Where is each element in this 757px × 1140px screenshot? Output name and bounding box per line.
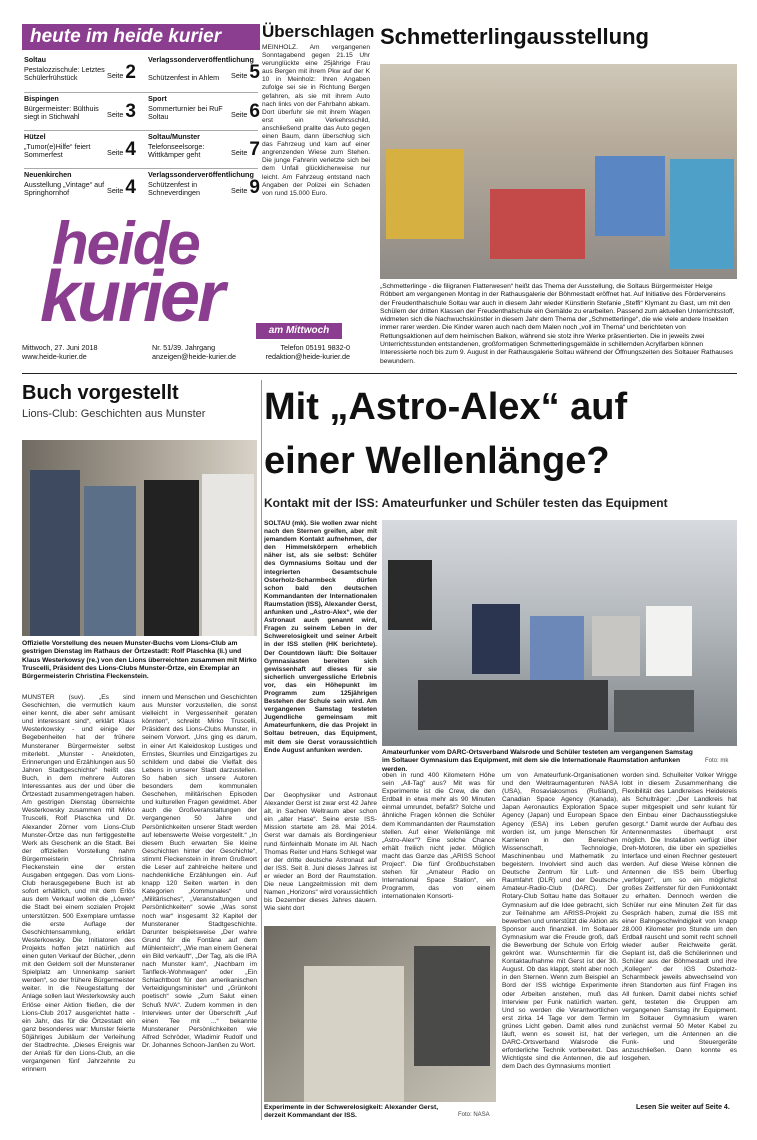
astro-photo-radio — [382, 520, 737, 746]
astro-caption-top: Amateurfunker vom DARC-Ortsverband Walsrode und Schüler testeten am vergangenen Samstag im Soltauer Gymnasium das Equipment, mit dem sie die Internationale Raumstation anfunken werden. — [382, 749, 693, 773]
masthead-issue: Nr. 51/39. Jahrgang anzeigen@heide-kurier.de — [152, 343, 237, 361]
astro-col3: oben in rund 400 Kilometern Höhe sein „All-Tag“ aus? Mit was für Experimente ist die Crew, die den Erdball in etwa mehr als 90 Minuten einmal umrundet, befaßt? Solche und ähnliche Fragen können die Schüler dem Kommandanten der Raumstation stellen. Auf einer Wellenlänge mit „Astro-Alex“? Eine solche Chance erhält freilich nicht jeder. Möglich macht das Ganze das „ARISS School Project“. Die fünf Großbuchstaben stehen für „Amateur Radio on International Space Station“, ein Programm, das von einem internationalen Konsorti- — [382, 772, 495, 901]
section-divider — [22, 373, 737, 374]
butterfly-painting — [386, 149, 464, 239]
station-panel — [414, 946, 490, 1066]
schmetterling-caption: „Schmetterlinge - die filigranen Flatterwesen“ heißt das Thema der Ausstellung, die Soltaus Bürgermeister Helge Röbbert am vergangenen Montag in der Rathausgalerie der Böhmestadt eröffnet hat. Auf Initiative des Fördervereins der Freudenthalschule Soltau war auch in diesem Jahr wieder Künstlerin Stefanie „Steffi“ Klymant zu Gast, um mit den Schülern der dritten Klassen der Freudenthalschule ein Gemälde zu erarbeiten. Passend zum aktuellen Unterrichtsstoff, widmeten sich die Nachwuchskünstler in diesem Jahr dem Thema der „Schmetterlinge“, die wie viele andere Insekten immer rarer werden. Die Kinder waren auch nach dem Malen noch „voll im Thema“ und berichteten von Rettungsaktionen auf dem heimischen Balkon, während sie stolz ihre Werke präsentierten. Die in jeweils zwei Unterrichtsstunden entstandenen, großformatigen Schmetterlingsgemälde in schillernden Acrylfarben können Interessierte noch bis zum 9. August in der Rathausgalerie Soltau während der Öffnungszeiten des Soltauer Rathauses bewundern. — [380, 283, 735, 365]
butterfly-painting — [595, 156, 665, 236]
astro-photo-iss — [264, 926, 496, 1102]
buch-col2: innern und Menschen und Geschichten aus Munster vorzustellen, die sonst vielleicht in Vergessenheit geraten könnten“, schreibt Mirko Truscelli, Präsident des Lions-Clubs Munster, in seinem Vorwort. „Uns ging es darum, in einer Art Kaleidoskop Lustiges und Ernstes, Skurriles und Einzigartiges zu schildern und dabei die Vielfalt des Lebens in unserer Stadt darzustellen. So haben sich unsere Autoren besonders dem kommunalen Geschehen, militärischen Episoden und kulturellen Fragen gewidmet. Aber auch die Großveranstaltungen der vergangenen 50 Jahre und Persönlichkeiten unserer Stadt werden auf lebenswerte Weise vorgestellt.“ „In diesem Buch erwarten Sie kleine Geschichten hinter der Geschichte“, stimmt Fleckenstein in ihrem Grußwort die Leser auf zahlreiche heitere und nachdenkliche Erzählungen ein. Auf knapp 120 Seiten warten in den Kategorien „Kommunales“ und „Militärisches“, „Veranstaltungen und Persönlichkeiten“ sowie „Was sonst noch war“ insgesamt 32 Kapitel der Munsteraner Stadtgeschichte. Darunter beispielsweise „Der wahre Grund für die Fontäne auf dem Mühlenteich“, „Wie man einem General ein Bild verkauft“, „Der Tag, als die IRA nach Munster kam“, „Nachbarn im Tanfleck-Wohnwagen“ oder „Ein Schlachtboot für den amerikanischen Verteidigungsminister“ und „Grünkohl poetisch“ sowie „Zum Salut einen Schuß NVA“. Zudem kommen in den Interviews unter der Überschrift „Auf einen Tee mit ...“ bekannte Munsteraner Persönlichkeiten wie Alfred Schröder, Wladimir Rudolf und Dr. Johannes Schoon-Janßen zu Wort. — [142, 694, 257, 1050]
astronaut — [304, 966, 404, 1102]
logo-heide-text: heide — [52, 210, 199, 277]
buch-subtitle: Lions-Club: Geschichten aus Munster — [22, 408, 206, 420]
person — [30, 470, 80, 636]
astro-col4: um von Amateurfunk-Organisationen und den Weltraumagenturen NASA (USA), Rosaviakosmos (Rußland), Canadian Space Agency (Kanada), Japan Aeronautics Exploration Space Agency (Japan) und European Space Agency (ESA) ins Leben gerufen worden ist, um junge Menschen für Karrieren in den Bereichen Wissenschaft, Technologie, Maschinenbau und Mathematik zu begeistern. Involviert sind auch das Deutsche Zentrum für Luft- und Raumfahrt (DLR) und der Deutsche Amateur-Radio-Club (DARC). Der Rotary-Club Soltau hatte das Soltauer Gymnasium auf die Idee gebracht, sich zur Teilnahme am ARISS-Projekt zu bewerben und unterstützt die Aktion als Sponsor auch finanziell. Im Soltauer Gymnasium war die Freude groß, daß die Bewerbung der Schule von Erfolg gekrönt war. Wunschtermin für die Kontaktaufnahme mit Gerst ist der 30. August. Ob das klappt, steht aber noch in den Sternen. Wenn zum Beispiel an Bord der ISS wichtige Experimente oder Arbeiten anstehen, muß das Interview per Funk natürlich warten. Und so werden die Verantwortlichen erst zirka 14 Tage vor dem Termin grünes Licht geben. Damit alles rund läuft, wenn es soweit ist, hat der DARC-Ortsverband Walsrode die erforderliche Technik vorbereitet. Das Wichtigste sind die Antennen, die auf dem Dach des Gymnasiums montiert — [502, 772, 618, 1071]
laptop — [614, 690, 694, 732]
person — [388, 560, 432, 630]
index-item[interactable]: Verlagssonderveröffentlichung Schützenfest in Schneverdingen Seite 9 — [148, 170, 260, 199]
buch-caption: Offizielle Vorstellung des neuen Munster-Buchs vom Lions-Club am gestrigen Dienstag im Rathaus der Örtzestadt: Rolf Plaschka (li.) und Klaus Westerkowsy (re.) von den Lions überreichten zusammen mit Mirko Truscelli, Präsident des Lions-Clubs Munster-Örtze, ein Exemplar an Bürgermeisterin Christina Fleckenstein. — [22, 640, 257, 681]
person — [202, 474, 254, 636]
person — [144, 480, 199, 636]
column-divider — [261, 380, 262, 1120]
astro-continued: Lesen Sie weiter auf Seite 4. — [636, 1104, 730, 1111]
ueberschlagen-title: Überschlagen — [262, 22, 375, 41]
index-item[interactable]: Verlagssonderveröffentlichung Schützenfest in Ahlem Seite 5 — [148, 55, 260, 84]
index-item[interactable]: Bispingen Bürgermeister: Bülthuis siegt in Stichwahl Seite 3 — [24, 94, 136, 123]
logo-badge: am Mittwoch — [256, 323, 342, 339]
masthead-date: Mittwoch, 27. Juni 2018 www.heide-kurier.de — [22, 343, 98, 361]
ueberschlagen-text: MEINHOLZ. Am vergangenen Sonntagabend gegen 21.15 Uhr verunglückte eine 25jährige Frau aus Bergen mit ihrem Pkw auf der K 10 in Meinholz: Ihren Angaben zufolge sei sie in Richtung Bergen gefahren, als sie mit ihrem Auto nach links von der Fahrbahn abkam. Dort überfuhr sie mit ihrem Wagen erst ein Verkehrsschild, anschließend prallte das Auto gegen einen Baum, dann überschlug sich das Fahrzeug und kam auf einer angrenzenden Wiese zum Stehen. Die junge Fahrerin verletzte sich bei dem Unfall glücklicherweise nur leicht. Am Fahrzeug entstand nach Angaben der Polizei ein Schaden von rund 15.000 Euro. — [262, 44, 370, 197]
astro-subhead: Kontakt mit der ISS: Amateurfunker und Schüler testen das Equipment — [264, 496, 668, 510]
person — [530, 616, 584, 686]
index-item[interactable]: Soltau Pestalozzischule: Letztes Schülerfrühstück Seite 2 — [24, 55, 136, 84]
index-box — [22, 52, 260, 202]
buch-col1: MUNSTER (suv). „Es sind Geschichten, die vermutlich kaum einer kennt, die aber sehr amüsant und interessant sind“, erklärt Klaus Westerkowsky - und einige der Begebenheiten hat der frühere Munsteraner Bürgermeister selbst miterlebt. „Munster - Anekdoten, Erinnerungen und Erzählungen aus 50 Jahren Stadtgeschichte“ heißt das Buch, in dem mehrere Autoren Interessantes aus der und über die Örtzestadt zusammengetragen haben. Am gestrigen Dienstag überreichte Westerkowsky zusammen mit Mirko Truscelli, Rolf Plaschka und Dr. Alexander Zörner vom Lions-Club Munster-Örtze das nun fertiggestellte Werk als Geschenk an die Stadt. Bei der offiziellen Vorstellung nahm Bürgermeisterin Christina Fleckenstein eine der ersten Ausgaben entgegen. Das vom Lions-Club herausgegebene Buch ist ab sofort erhältlich, und mit dem Erlös aus dem Verkauf wollen die „Löwen“ die Stadt bei einem sozialen Projekt unterstützen. 500 Exemplare umfasse die erste Auflage der Geschichtensammlung, erklärt Westerkowsky. Die Initiatoren des Projekts hoffen jetzt natürlich auf einen guten Verkauf der Bücher, „denn mit den Geldern soll der Munsteraner Spielplatz am Unnenkamp saniert werden“, so der frühere Bürgermeister weiter. In die Neugestaltung der Anlage sollen laut Westerkowsky auch Erlöse einer Aktion fließen, die der Lions-Club 2017 ausgerichtet hatte - ein Jahr, das für die Örtzestadt ein ganz besonderes war: Munster feierte 50jähriges Jubiläum der Verleihung der Stadtrechte. „Dieses Ereignis war der Anlaß für den Lions-Club, an die vergangenen fünf Jahrzehnte zu erinnern — [22, 694, 135, 1074]
person — [84, 486, 136, 636]
schmetterling-title: Schmetterlingausstellung — [380, 24, 649, 49]
astro-headline-1: Mit „Astro-Alex“ auf — [264, 386, 628, 428]
radio-equipment — [418, 680, 608, 730]
butterfly-painting — [670, 159, 734, 269]
astro-credit-top: Foto: mk — [705, 758, 729, 764]
astro-credit-iss: Foto: NASA — [458, 1112, 490, 1118]
buch-photo — [22, 440, 257, 636]
astro-lead: SOLTAU (mk). Sie wollen zwar nicht nach den Sternen greifen, aber mit jemandem Kontakt aufnehmen, der den Himmelskörpern erheblich näher ist, als sie selbst: Schüler des Gymnasiums Soltau und der integrierten Gesamtschule Osterholz-Scharmbeck dürfen schon bald den deutschen Kommandanten der Internationalen Raumstation (ISS), Alexander Gerst, anfunken und „Astro-Alex“, wie der Astronaut auch genannt wird, Fragen zu seinem Leben in der Schwerelosigkeit und seiner Arbeit in der ISS stellen (HK berichtete). Der Countdown läuft: Die Soltauer Gymnasiasten bereiten sich gewissenhaft auf dieses für sie sicherlich unvergessliche Erlebnis vor, das ein Höhepunkt im Programm zum 125jährigen Bestehen der Schule sein wird. Am vergangenen Samstag testeten Jugendliche gemeinsam mit Amateurfunkern, die das Projekt in Soltau betreuen, das Equipment, mit dem sie Gerst voraussichtlich Ende August anfunken werden. — [264, 520, 377, 754]
logo-kurier-text: kurier — [40, 257, 223, 337]
index-item[interactable]: Hützel „Tumor(e)Hilfe“ feiert Sommerfest Seite 4 — [24, 132, 136, 161]
astro-headline-2: einer Wellenlänge? — [264, 440, 610, 482]
person — [646, 606, 692, 676]
person — [472, 604, 520, 674]
schmetterling-photo — [380, 64, 737, 279]
index-title: heute im heide kurier — [22, 24, 260, 50]
butterfly-painting — [490, 189, 585, 259]
index-item[interactable]: Soltau/Munster Telefonseelsorge: Wittkämper geht Seite 7 — [148, 132, 260, 161]
index-divider — [24, 130, 258, 131]
index-divider — [24, 168, 258, 169]
person — [592, 616, 640, 676]
astro-col5: worden sind. Schulleiter Volker Wrigge lobt in diesem Zusammenhang die Flexibilität des Landkreises Heidekreis als Schulträger: „Der Landkreis hat super mitgespielt und sehr kulant für den Einbau einer Dachausstiegsluke gesorgt.“ Damit wurde der Aufbau des Antennenmastes überhaupt erst möglich. Die Installation verfügt über Dreh-Motoren, die über ein spezielles Interface und einen Rechner gesteuert werden. Auf diese Weise können die Antennen die ISS beim Überflug „verfolgen“, um so ein möglichst großes Zeitfenster für den Funkkontakt zu erhalten. Dennoch werden die Schüler nur eine Minuten Zeit für das Gespräch haben, zumal die ISS mit einer Bahngeschwindigkeit von knapp 28.000 Kilometer pro Stunde um den Erdball rauscht und somit recht schnell wieder außer Reichweite gerät. Geplant ist, daß die Schülerinnen und Schüler aus der Böhmestadt und ihre „Kollegen“ der IGS Osterholz-Scharmbeck jeweils abwechselnd von ihren Standorten aus fünf Fragen ins All funken. Damit dabei nichts schief geht, testeten die Gruppen am vergangenen Samstag ihr Equipment. Im Soltauer Gymnasium waren zunächst vermal 50 Meter Kabel zu verlegen, um die Antennen an die Funk- und Steuergeräte anzuschließen. Dann konnte es losgehen. — [622, 772, 737, 1063]
astro-caption-iss: Experimente in der Schwerelosigkeit: Alexander Gerst, derzeit Kommandant der ISS. — [264, 1104, 439, 1120]
masthead-contact: Telefon 05191 9832-0 redaktion@heide-kurier.de — [265, 343, 350, 361]
astro-lead-2: Der Geophysiker und Astronaut Alexander Gerst ist zwar erst 42 Jahre alt, in Sachen Weltraum aber schon ein „alter Hase“. Seine erste ISS-Mission startete am 28. Mai 2014. Gerst war damals als Bordingenieur rund fünfeinhalb Monate im All. Nach Thomas Reiter und Hans Schlegel war er der dritte deutsche Astronaut auf der ISS. Seit 8. Juni dieses Jahres ist er wieder an Bord der Raumstation. Die neue Langzeitmission mit dem Namen „Horizons“ wird voraussichtlich bis Dezember dieses Jahres dauern. Wie sieht dort — [264, 792, 377, 913]
buch-title: Buch vorgestellt — [22, 382, 179, 404]
index-item[interactable]: Neuenkirchen Ausstellung „Vintage“ auf Springhornhof Seite 4 — [24, 170, 136, 199]
index-item[interactable]: Sport Sommerturnier bei RuF Soltau Seite 6 — [148, 94, 260, 123]
index-divider — [24, 92, 258, 93]
